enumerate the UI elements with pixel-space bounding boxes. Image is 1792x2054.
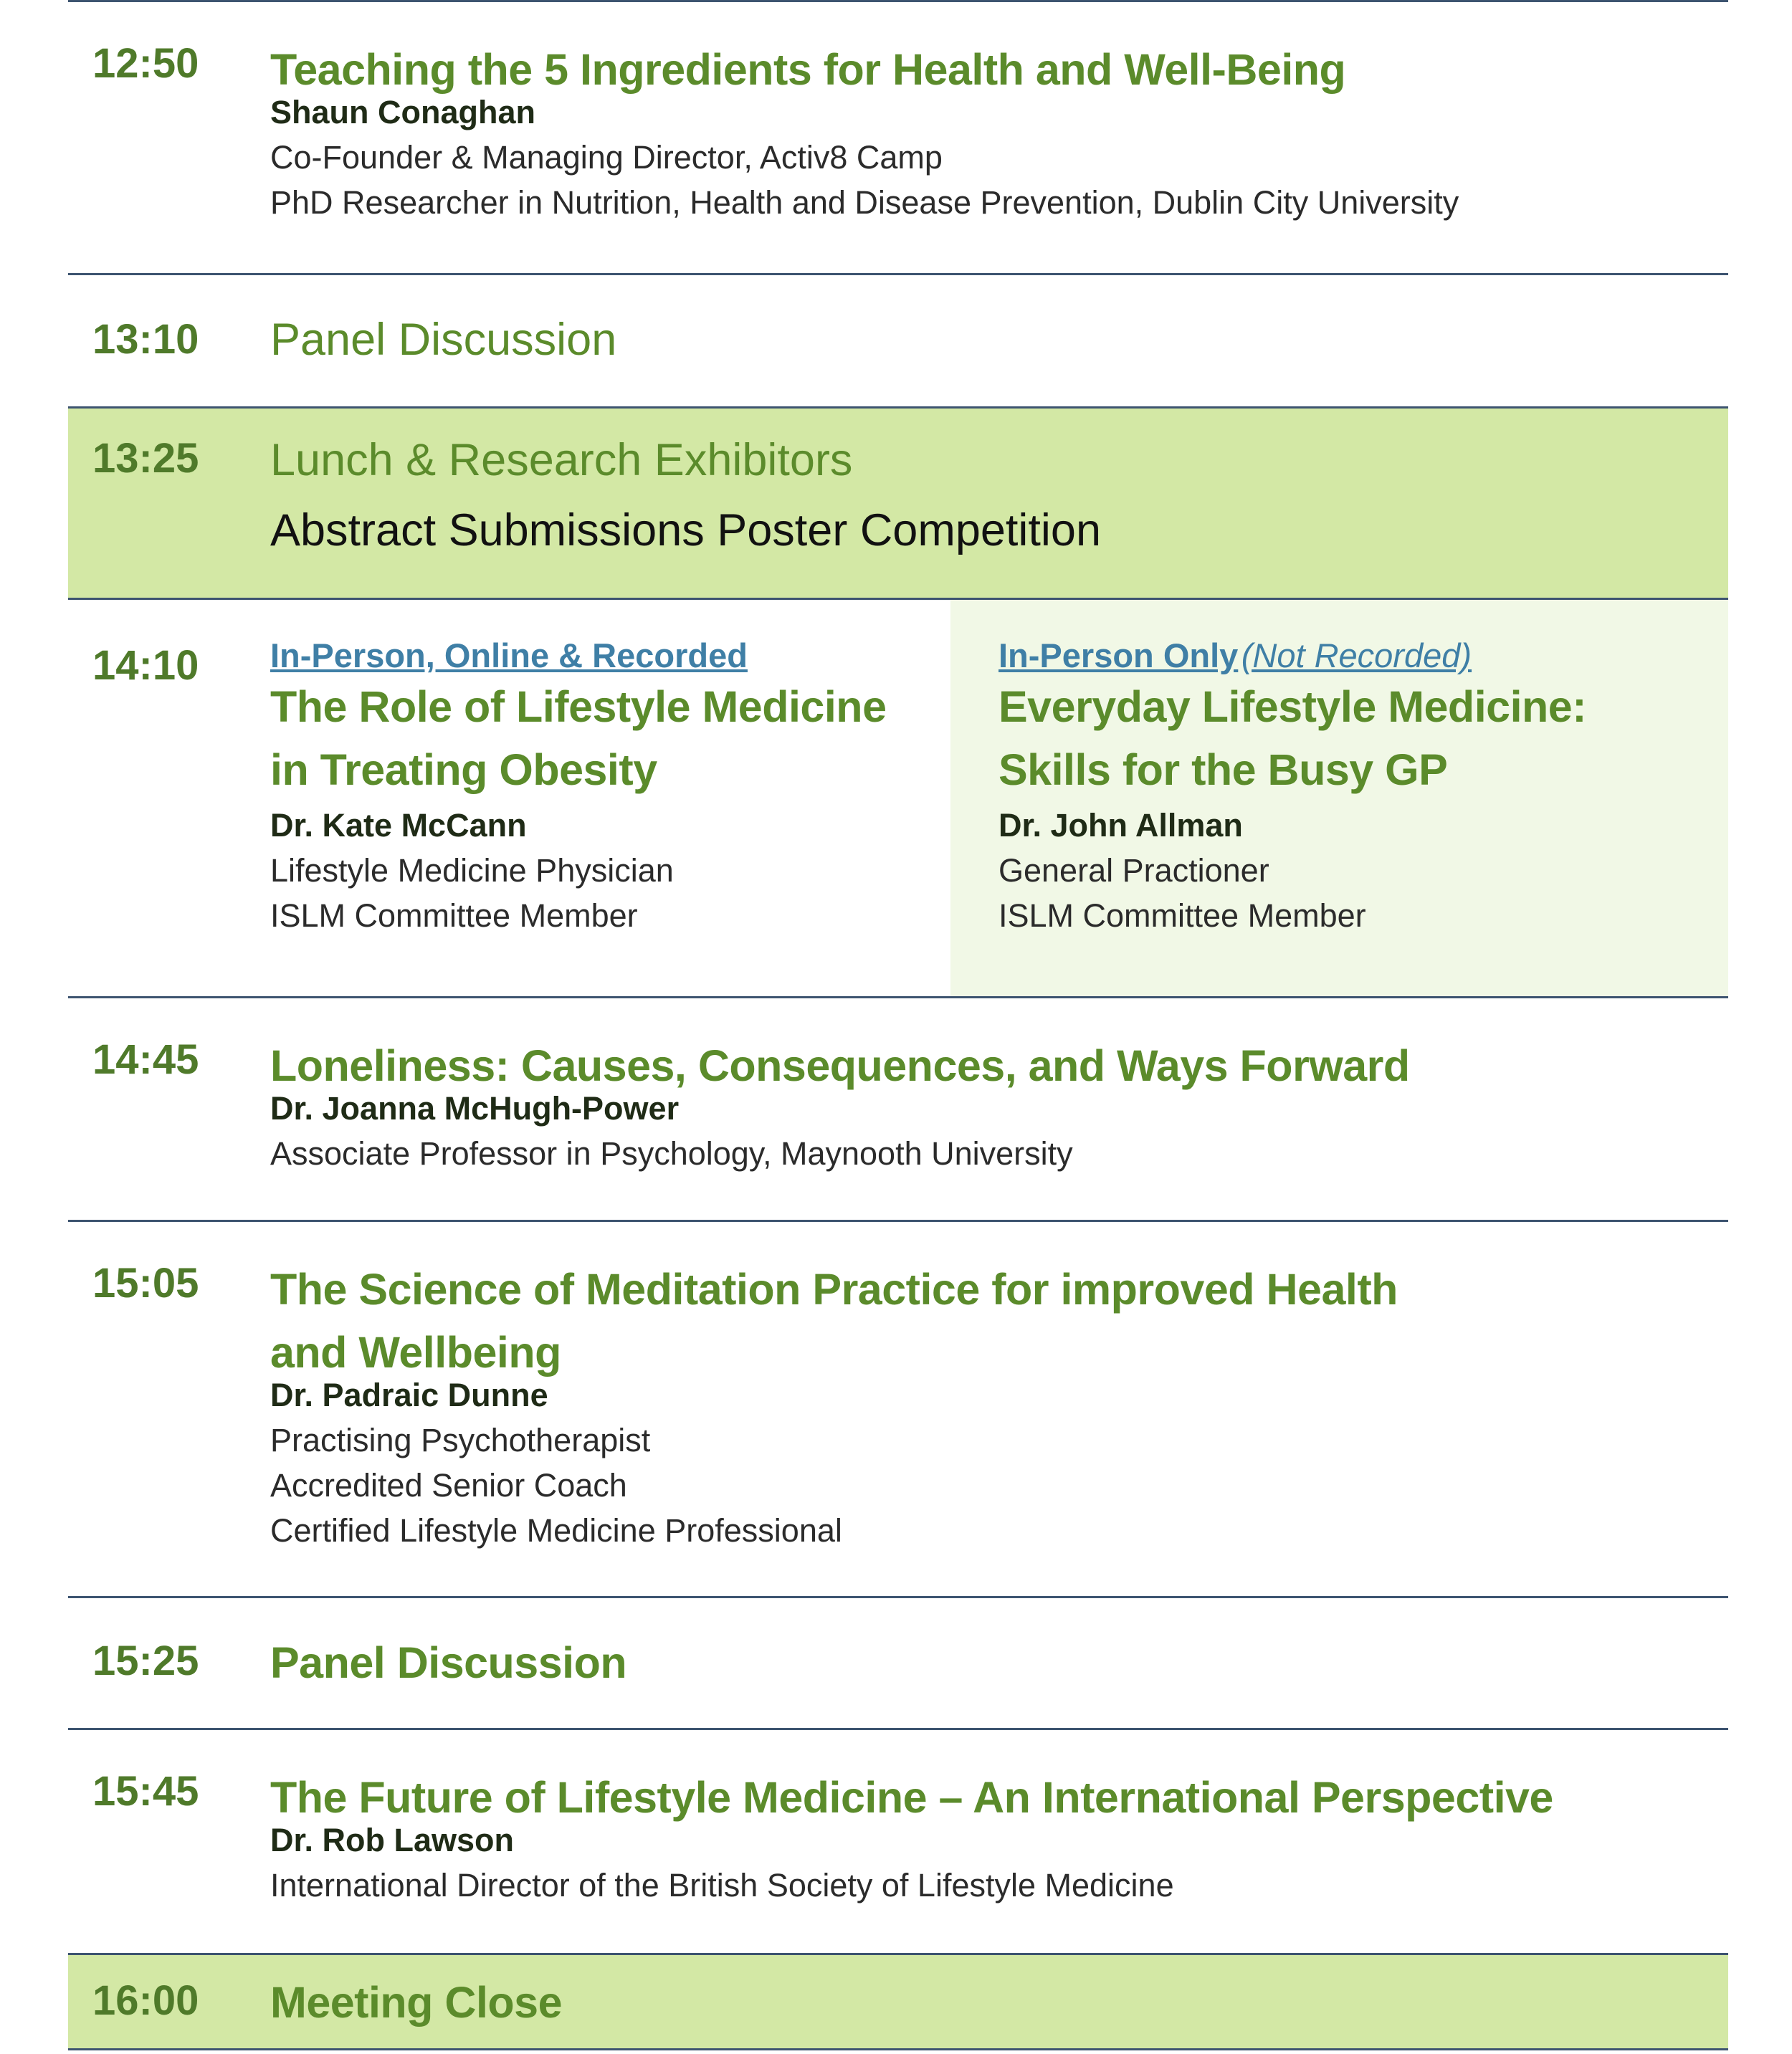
track-title-line: Skills for the Busy GP — [999, 745, 1448, 794]
track-format-tag[interactable]: In-Person Only — [999, 636, 1239, 674]
agenda-table — [68, 0, 1728, 2050]
session-title: Teaching the 5 Ingredients for Health and Well-Being — [270, 45, 1346, 94]
session-row — [68, 275, 1728, 409]
session-time: 12:50 — [92, 40, 199, 87]
track-left — [270, 636, 887, 938]
speaker-name: Dr. Padraic Dunne — [270, 1377, 548, 1413]
speaker-name: Dr. John Allman — [999, 807, 1243, 844]
speaker-role: General Practioner — [999, 852, 1269, 889]
speaker-name: Dr. Joanna McHugh-Power — [270, 1090, 680, 1127]
speaker-role: PhD Researcher in Nutrition, Health and Disease Prevention, Dublin City University — [270, 184, 1459, 221]
session-title: Meeting Close — [270, 1978, 563, 2027]
speaker-role: Associate Professor in Psychology, Maynooth University — [270, 1135, 1073, 1172]
session-title: Panel Discussion — [270, 315, 617, 365]
track-right — [999, 636, 1586, 938]
track-title-line: in Treating Obesity — [270, 745, 657, 794]
speaker-name: Dr. Kate McCann — [270, 807, 527, 844]
speaker-role: Co-Founder & Managing Director, Activ8 Camp — [270, 139, 943, 176]
speaker-name: Shaun Conaghan — [270, 94, 535, 130]
session-time: 14:45 — [92, 1036, 199, 1083]
session-row-highlight — [68, 1955, 1728, 2050]
speaker-role: Certified Lifestyle Medicine Professional — [270, 1512, 842, 1549]
track-format-note: (Not Recorded) — [1241, 636, 1472, 674]
session-time: 15:05 — [92, 1260, 199, 1307]
session-row — [68, 0, 1728, 275]
session-title: The Future of Lifestyle Medicine – An International Perspective — [270, 1773, 1553, 1822]
session-row-highlight — [68, 409, 1728, 600]
session-time: 13:25 — [92, 435, 199, 482]
session-time: 14:10 — [92, 642, 199, 689]
track-format-tag[interactable]: In-Person, Online & Recorded — [270, 636, 748, 674]
session-title-line: The Science of Meditation Practice for improved Health — [270, 1265, 1398, 1314]
session-row — [68, 1730, 1728, 1955]
session-subtitle: Abstract Submissions Poster Competition — [270, 505, 1101, 555]
speaker-role: ISLM Committee Member — [270, 897, 638, 934]
session-row — [68, 998, 1728, 1222]
speaker-role: Accredited Senior Coach — [270, 1467, 627, 1504]
track-title-line: Everyday Lifestyle Medicine: — [999, 682, 1587, 731]
session-time: 16:00 — [92, 1977, 199, 2024]
session-row-parallel — [68, 600, 1728, 998]
session-time: 15:25 — [92, 1638, 199, 1684]
speaker-name: Dr. Rob Lawson — [270, 1822, 515, 1858]
session-title-line: and Wellbeing — [270, 1328, 561, 1377]
session-title: Loneliness: Causes, Consequences, and Ways Forward — [270, 1041, 1410, 1090]
speaker-role: ISLM Committee Member — [999, 897, 1366, 934]
track-title-line: The Role of Lifestyle Medicine — [270, 682, 887, 731]
session-time: 15:45 — [92, 1768, 199, 1815]
speaker-role: Lifestyle Medicine Physician — [270, 852, 674, 889]
session-row — [68, 1598, 1728, 1730]
session-row — [68, 1222, 1728, 1598]
speaker-role: Practising Psychotherapist — [270, 1422, 651, 1458]
speaker-role: International Director of the British Society of Lifestyle Medicine — [270, 1867, 1174, 1903]
session-title: Panel Discussion — [270, 1638, 627, 1687]
session-title: Lunch & Research Exhibitors — [270, 435, 853, 485]
session-time: 13:10 — [92, 316, 199, 363]
